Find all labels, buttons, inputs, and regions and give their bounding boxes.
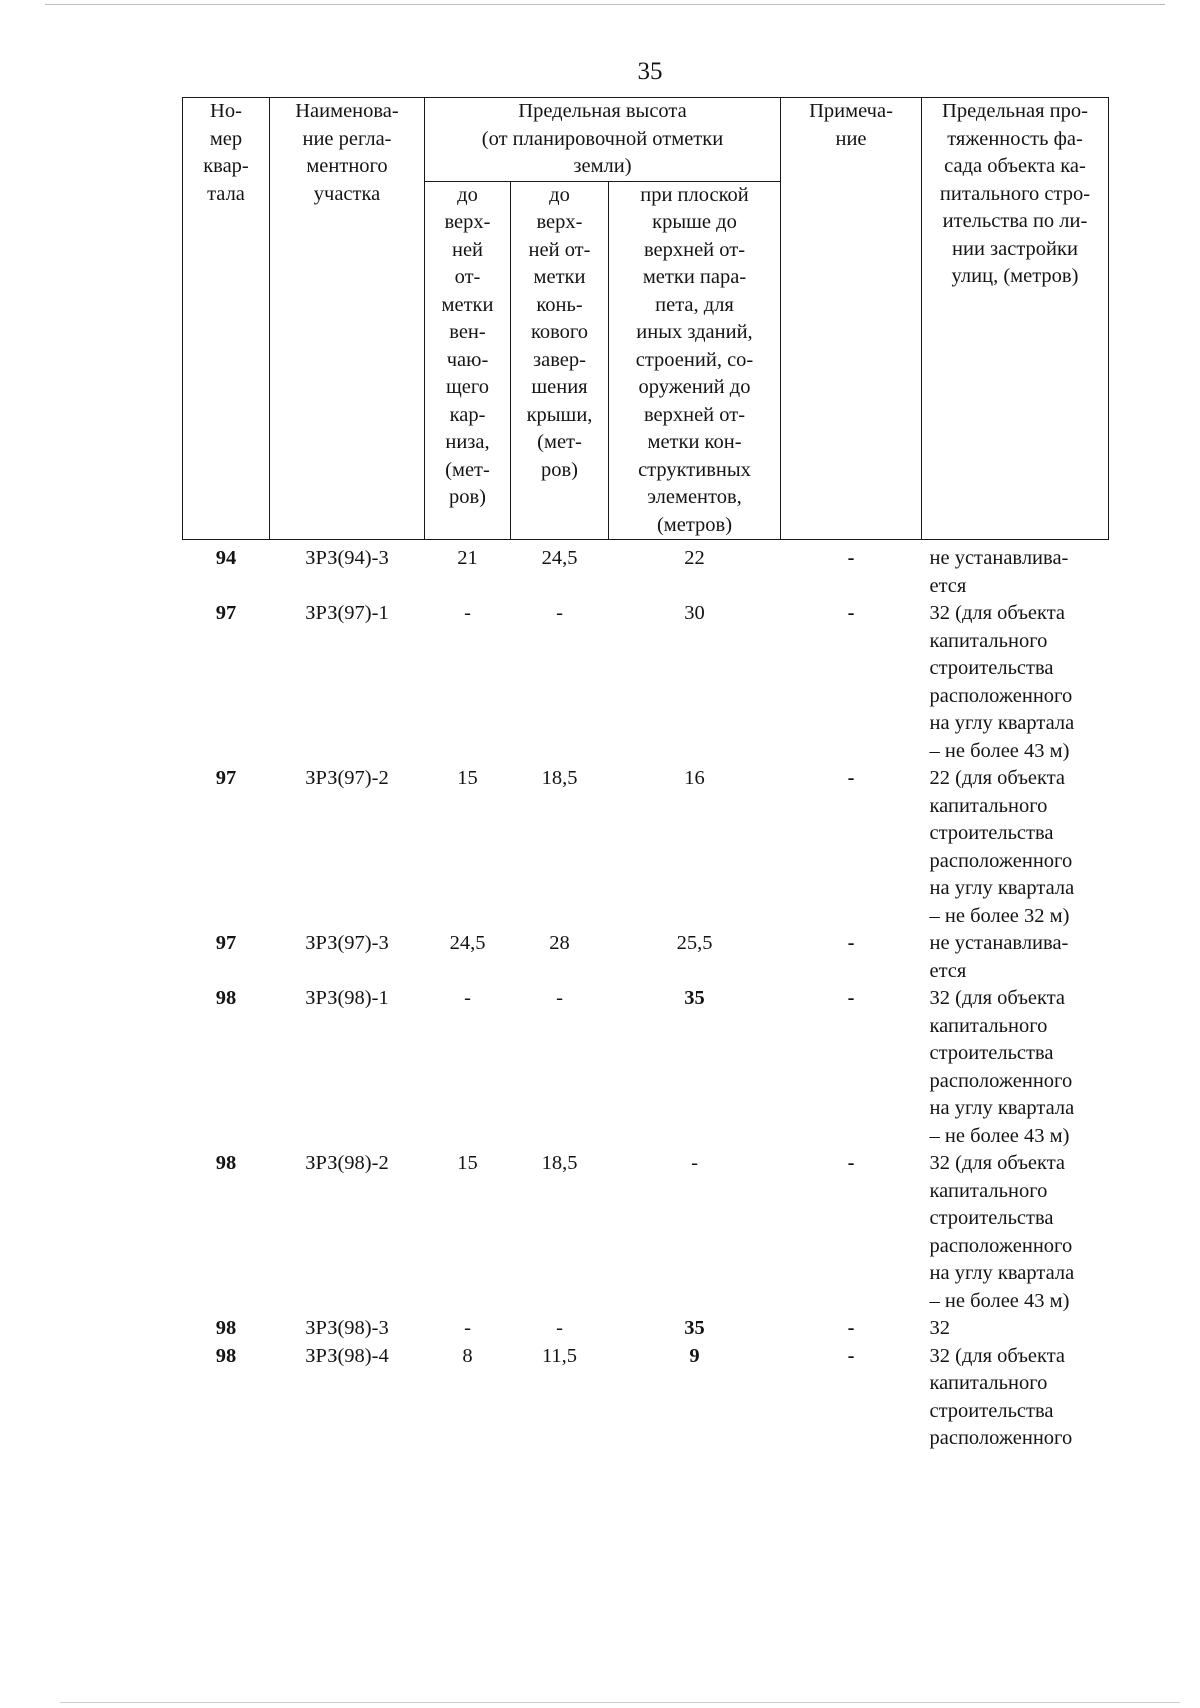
cell-note: - (847, 987, 855, 1009)
cell-name: ЗРЗ(98)-4 (305, 1344, 389, 1367)
cell-height-cornice: 8 (462, 1344, 473, 1367)
cell-height-cornice: - (464, 1317, 471, 1339)
table-row (183, 600, 1109, 765)
cell-facade: 32 (929, 1317, 950, 1339)
header-quarter: Но- мер квар- тала (183, 98, 270, 540)
cell-name: ЗРЗ(98)-1 (305, 987, 389, 1009)
cell-facade: 32 (для объекта капитального строительства расположенного на углу квартала – не более 43 м) (929, 1152, 1075, 1312)
cell-height-ridge: 28 (549, 932, 570, 954)
cell-name: ЗРЗ(94)-3 (305, 547, 389, 569)
cell-note: - (847, 1317, 855, 1339)
cell-note: - (847, 1152, 855, 1174)
cell-note: - (847, 602, 855, 624)
cell-height-ridge: 11,5 (541, 1344, 578, 1367)
cell-height-ridge: - (556, 1317, 563, 1339)
cell-height-flat: 35 (684, 1317, 705, 1339)
page-number: 35 (637, 58, 663, 85)
cell-height-cornice: 15 (457, 767, 478, 789)
header-name: Наименова- ние регла- ментного участка (270, 98, 425, 540)
cell-quarter: 94 (215, 547, 237, 569)
cell-facade: 32 (для объекта капитального строительства расположенного на углу квартала – не более 43 м) (929, 987, 1075, 1147)
cell-height-flat: 30 (684, 602, 705, 624)
cell-height-flat: 9 (689, 1344, 700, 1367)
header-facade: Предельная про- тяженность фа- сада объекта ка- питального стро- ительства по ли- нии застройки улиц, (метров) (922, 98, 1109, 540)
table-row (183, 1343, 1109, 1453)
cell-facade: не устанавлива- ется (929, 547, 1069, 597)
cell-height-ridge: - (556, 987, 563, 1009)
table-row (183, 765, 1109, 930)
header-note: Примеча- ние (781, 98, 922, 540)
cell-quarter: 98 (215, 987, 237, 1009)
cell-height-ridge: 18,5 (541, 1152, 578, 1174)
cell-quarter: 97 (215, 932, 237, 954)
cell-height-ridge: 24,5 (541, 547, 578, 569)
cell-name: ЗРЗ(98)-3 (305, 1317, 389, 1339)
table-row (183, 1150, 1109, 1315)
cell-facade: 32 (для объекта капитального строительства расположенного (929, 1344, 1073, 1449)
cell-quarter: 98 (215, 1344, 237, 1367)
cell-height-cornice: 15 (457, 1152, 478, 1174)
scan-edge-bottom (60, 1702, 1180, 1703)
cell-note: - (847, 547, 855, 569)
table-row (183, 540, 1109, 601)
header-height-ridge: до верх- ней от- метки конь- кового завер- шения крыши, (мет- ров) (511, 181, 609, 540)
cell-height-flat: 35 (684, 987, 705, 1009)
cell-note: - (847, 767, 855, 789)
cell-quarter: 98 (215, 1317, 237, 1339)
table-row (183, 1315, 1109, 1343)
cell-name: ЗРЗ(97)-2 (305, 767, 389, 789)
cell-height-cornice: - (464, 602, 471, 624)
header-height-flat: при плоской крыше до верхней от- метки пара- пета, для иных зданий, строений, со- оружений до верхней от- метки кон- структивных элементов, (метров) (609, 181, 781, 540)
table-row (183, 930, 1109, 985)
cell-quarter: 98 (215, 1152, 237, 1174)
cell-height-flat: 25,5 (676, 932, 713, 954)
cell-quarter: 97 (215, 602, 237, 624)
header-height-group: Предельная высота (от планировочной отметки земли) (425, 98, 781, 182)
cell-height-flat: - (691, 1152, 698, 1174)
cell-name: ЗРЗ(97)-3 (305, 932, 389, 954)
regulation-table (182, 97, 1109, 1453)
cell-facade: не устанавлива- ется (929, 932, 1069, 982)
cell-facade: 32 (для объекта капитального строительства расположенного на углу квартала – не более 43 м) (929, 602, 1075, 762)
scan-edge-top (45, 4, 1165, 5)
header-height-cornice: до верх- ней от- метки вен- чаю- щего кар- низа, (мет- ров) (425, 181, 511, 540)
cell-height-ridge: - (556, 602, 563, 624)
cell-height-cornice: 24,5 (449, 932, 486, 954)
cell-note: - (847, 932, 855, 954)
cell-height-flat: 22 (684, 547, 705, 569)
cell-height-flat: 16 (684, 767, 705, 789)
cell-name: ЗРЗ(97)-1 (305, 602, 389, 624)
cell-quarter: 97 (215, 767, 237, 789)
cell-facade: 22 (для объекта капитального строительства расположенного на углу квартала – не более 32 м) (929, 767, 1075, 927)
cell-name: ЗРЗ(98)-2 (305, 1152, 389, 1174)
cell-height-ridge: 18,5 (541, 767, 578, 789)
cell-height-cornice: - (464, 987, 471, 1009)
cell-height-cornice: 21 (457, 547, 478, 569)
table-row (183, 985, 1109, 1150)
cell-note: - (847, 1344, 855, 1367)
